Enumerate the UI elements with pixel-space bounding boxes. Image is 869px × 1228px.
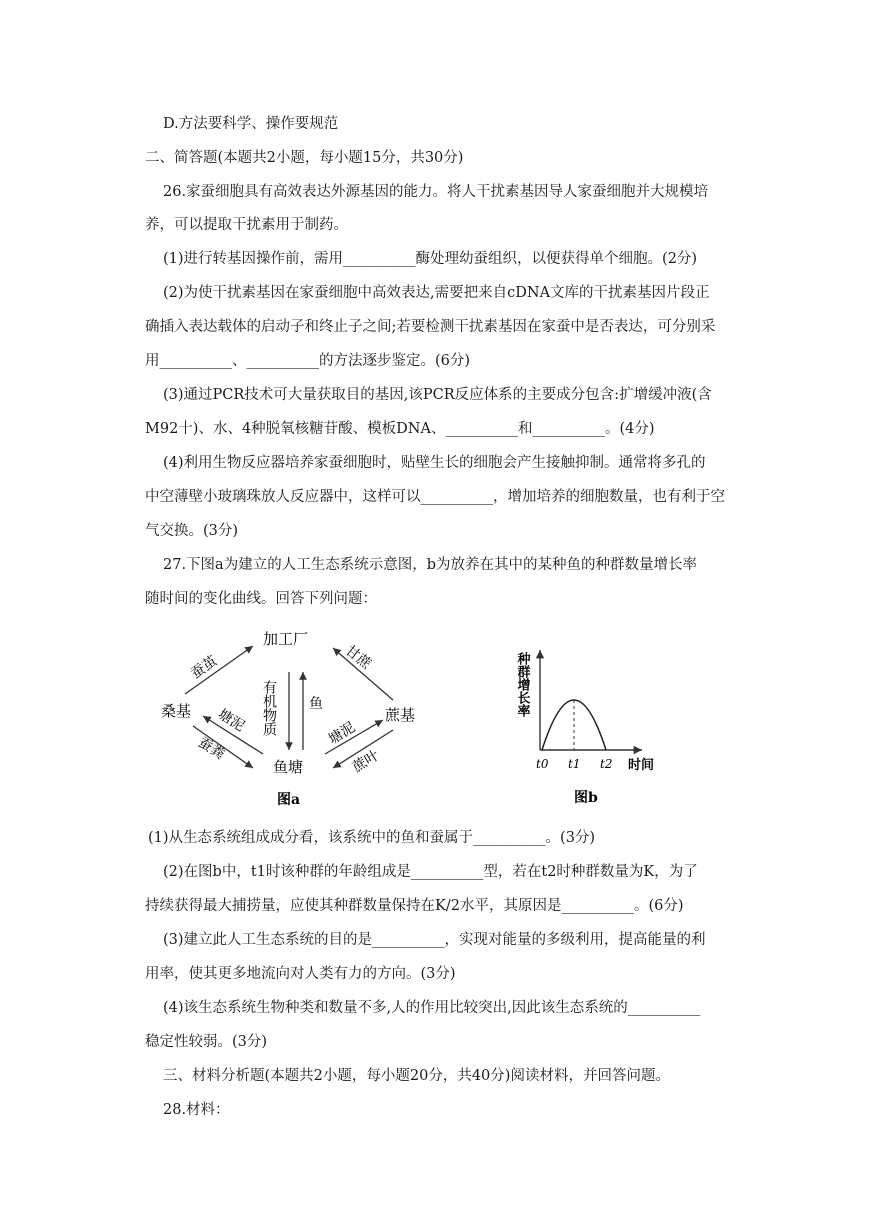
label-silkworm-dung: 蚕粪 <box>195 734 228 763</box>
q26-part2-2: 确插入表达载体的启动子和终止子之间;若要检测干扰素基因在家蚕中是否表达，可分别采 <box>145 319 716 335</box>
node-fish-pond: 鱼塘 <box>273 758 304 776</box>
figure-a-diagram <box>145 622 435 822</box>
tick-t1: t1 <box>568 757 581 771</box>
q26-part4-1: (4)利用生物反应器培养家蚕细胞时，贴壁生长的细胞会产生接触抑制。通常将多孔的 <box>163 455 706 471</box>
q27-part4-2: 稳定性较弱。(3分) <box>145 1034 268 1050</box>
q26-text-2: 养，可以提取干扰素用于制药。 <box>145 217 348 233</box>
tick-t0: t0 <box>536 757 549 771</box>
label-cocoon: 蚕茧 <box>188 653 221 683</box>
node-mulberry-base: 桑基 <box>161 702 192 720</box>
q27-part4-1: (4)该生态系统生物种类和数量不多,人的作用比较突出,因此该生态系统的__________ <box>163 1000 701 1016</box>
q27-part3-2: 用率，使其更多地流向对人类有力的方向。(3分) <box>145 966 456 982</box>
q26-part3-1: (3)通过PCR技术可大量获取目的基因,该PCR反应体系的主要成分包含:扩增缓冲液(含 <box>163 387 712 403</box>
q26-text-1: 26.家蚕细胞具有高效表达外源基因的能力。将人干扰素基因导人家蚕细胞并大规模培 <box>163 184 709 200</box>
q26-part4-3: 气交换。(3分) <box>145 523 239 539</box>
figure-b-ylabel: 种群增长率 <box>514 652 530 717</box>
q27-part3-1: (3)建立此人工生态系统的目的是__________，实现对能量的多级利用，提高能量的利 <box>163 932 706 948</box>
q26-part1: (1)进行转基因操作前，需用__________酶处理幼蚕组织，以便获得单个细胞。(2分) <box>163 251 698 267</box>
option-d: D.方法要科学、操作要规范 <box>163 116 339 132</box>
node-organic-matter: 有机物质 <box>261 680 277 736</box>
q28-heading: 28.材料： <box>163 1102 230 1118</box>
q27-text-2: 随时间的变化曲线。回答下列问题： <box>145 591 377 607</box>
label-cane-leaf: 蔗叶 <box>349 747 383 776</box>
figure-b-chart <box>510 640 680 815</box>
figure-b-caption: 图b <box>574 790 598 806</box>
q26-part4-2: 中空薄壁小玻璃珠放人反应器中，这样可以__________，增加培养的细胞数量，也有利于空 <box>145 489 725 505</box>
figure-b-xlabel: 时间 <box>628 758 655 773</box>
tick-t2: t2 <box>600 757 613 771</box>
q27-text-1: 27.下图a为建立的人工生态系统示意图，b为放养在其中的某种鱼的种群数量增长率 <box>163 557 697 573</box>
node-sugarcane-base: 蔗基 <box>385 706 416 724</box>
q26-part2-1: (2)为使干扰素基因在家蚕细胞中高效表达,需要把来自cDNA文库的干扰素基因片段正 <box>163 285 710 301</box>
label-pond-mud-left: 塘泥 <box>215 706 248 735</box>
label-fish: 鱼 <box>309 696 323 712</box>
label-sugarcane: 甘蔗 <box>341 642 374 673</box>
label-pond-mud-right: 塘泥 <box>325 719 359 748</box>
q26-part3-2: M92十)、水、4种脱氧核糖苷酸、模板DNA、__________和__________。(4分) <box>145 421 655 437</box>
section-2-heading: 二、简答题(本题共2小题，每小题15分，共30分) <box>145 150 464 166</box>
q27-part1: (1)从生态系统组成成分看，该系统中的鱼和蚕属于__________。(3分) <box>148 830 596 846</box>
q27-part2-2: 持续获得最大捕捞量，应使其种群数量保持在K/2水平，其原因是__________。(6分) <box>145 898 684 914</box>
q27-part2-1: (2)在图b中，t1时该种群的年龄组成是__________型，若在t2时种群数量为K，为了 <box>163 864 698 880</box>
node-processing-plant: 加工厂 <box>263 630 309 648</box>
section-3-heading: 三、材料分析题(本题共2小题，每小题20分，共40分)阅读材料，并回答问题。 <box>163 1068 670 1084</box>
q26-part2-3: 用__________、__________的方法逐步鉴定。(6分) <box>145 353 471 369</box>
figure-a-caption: 图a <box>277 792 301 808</box>
